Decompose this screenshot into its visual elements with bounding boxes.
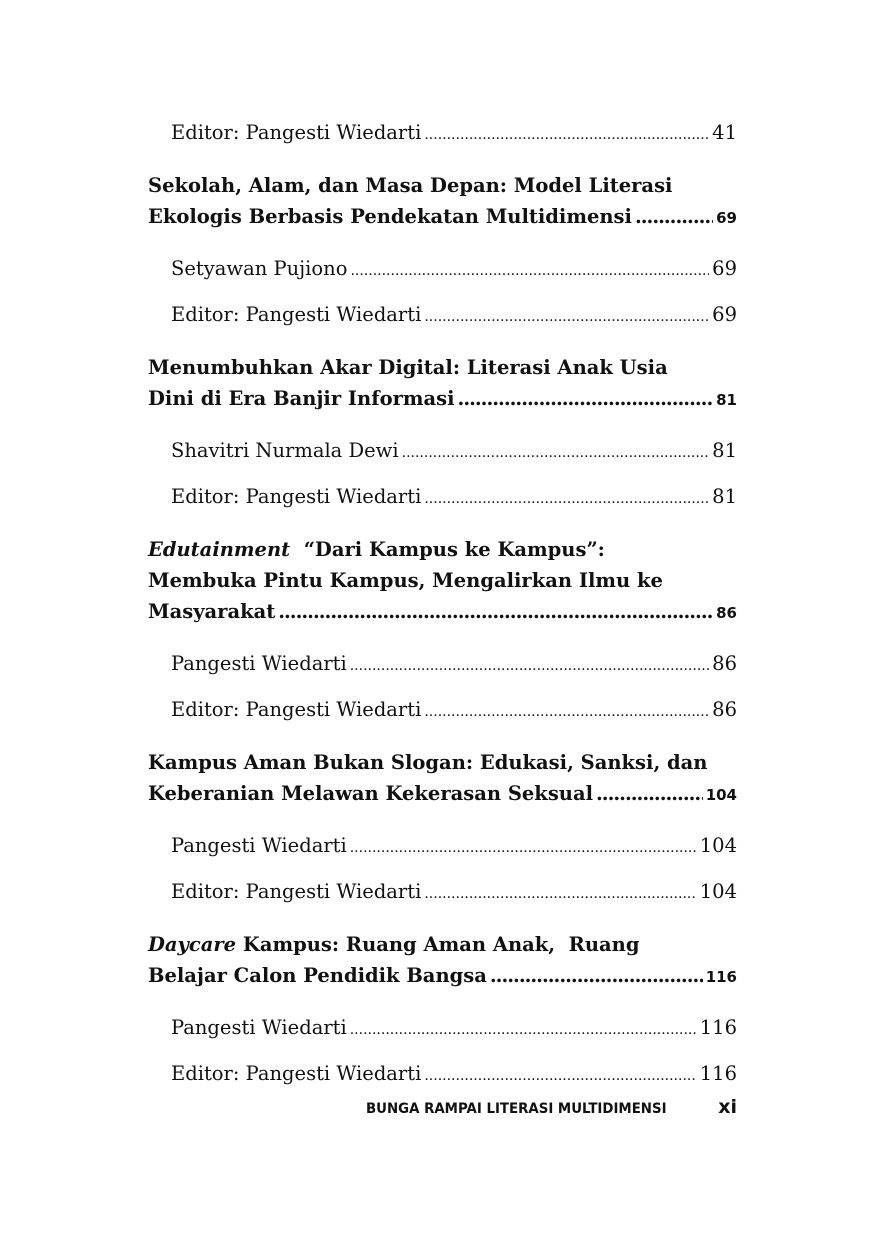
chapter-title-italic: Daycare (148, 933, 237, 956)
dot-leader (635, 201, 713, 232)
toc-author-entry (148, 648, 737, 682)
toc-editor-entry (148, 481, 737, 515)
toc-page-number: 116 (705, 968, 737, 986)
dot-leader (350, 1015, 697, 1046)
toc-page-number: 116 (699, 1062, 737, 1085)
toc-page-number: 69 (716, 209, 737, 227)
toc-page-number: 104 (699, 880, 737, 903)
toc-chapter (148, 929, 737, 993)
toc-editor-entry (148, 876, 737, 910)
chapter-title-italic: Edutainment (148, 538, 291, 561)
chapter-title-line: Dini di Era Banjir Informasi (148, 387, 455, 410)
dot-leader (490, 960, 703, 991)
dot-leader (424, 697, 709, 728)
chapter-title-last-line (148, 778, 737, 811)
dot-leader (402, 438, 710, 469)
chapter-title-line: Membuka Pintu Kampus, Mengalirkan Ilmu ke (148, 569, 663, 592)
chapter-title-last-line (148, 596, 737, 629)
chapter-title-line: Menumbuhkan Akar Digital: Literasi Anak Usia (148, 356, 668, 379)
chapter-title-line: Keberanian Melawan Kekerasan Seksual (148, 782, 594, 805)
footer-page-number: xi (718, 1096, 737, 1118)
toc-page-number: 104 (699, 834, 737, 857)
dot-leader (278, 596, 713, 627)
chapter-title-line (148, 534, 737, 565)
chapter-title-line: Kampus Aman Bukan Slogan: Edukasi, Sanksi, dan (148, 751, 708, 774)
toc-editor-name: Editor: Pangesti Wiedarti (171, 303, 422, 326)
toc-page-number: 104 (705, 786, 737, 804)
toc-page-number: 69 (712, 303, 737, 326)
chapter-title-line: Sekolah, Alam, dan Masa Depan: Model Literasi (148, 174, 673, 197)
dot-leader (424, 1061, 696, 1092)
dot-leader (424, 302, 709, 333)
toc-chapter (148, 534, 737, 629)
dot-leader (350, 651, 709, 682)
toc-author-name: Setyawan Pujiono (171, 257, 348, 280)
dot-leader (350, 833, 697, 864)
running-footer-title: BUNGA RAMPAI LITERASI MULTIDIMENSI (366, 1101, 667, 1117)
toc-chapter (148, 170, 737, 234)
dot-leader (596, 778, 703, 809)
toc-chapter (148, 352, 737, 416)
toc-page-number: 86 (712, 698, 737, 721)
toc-page-number: 81 (712, 485, 737, 508)
chapter-title-line: Ekologis Berbasis Pendekatan Multidimensi (148, 205, 632, 228)
toc-author-name: Pangesti Wiedarti (171, 834, 347, 857)
toc-editor-name: Editor: Pangesti Wiedarti (171, 1062, 422, 1085)
dot-leader (458, 383, 714, 414)
toc-page-number: 86 (716, 604, 737, 622)
toc-editor-entry (148, 1058, 737, 1092)
toc-page-number: 86 (712, 652, 737, 675)
toc-editor-name: Editor: Pangesti Wiedarti (171, 698, 422, 721)
table-of-contents (148, 117, 737, 1104)
toc-editor-name: Editor: Pangesti Wiedarti (171, 485, 422, 508)
toc-page-number: 81 (716, 391, 737, 409)
chapter-title-line: Masyarakat (148, 600, 276, 623)
toc-chapter (148, 747, 737, 811)
toc-author-entry (148, 1012, 737, 1046)
toc-editor-entry (148, 694, 737, 728)
chapter-title-text: Kampus: Ruang Aman Anak, Ruang (236, 933, 640, 956)
toc-editor-name: Editor: Pangesti Wiedarti (171, 121, 422, 144)
chapter-title-last-line (148, 383, 737, 416)
toc-page-number: 41 (712, 121, 737, 144)
toc-page-number: 69 (712, 257, 737, 280)
toc-editor-name: Editor: Pangesti Wiedarti (171, 880, 422, 903)
chapter-title-text: “Dari Kampus ke Kampus”: (290, 538, 605, 561)
dot-leader (424, 484, 709, 515)
dot-leader (350, 256, 709, 287)
toc-author-entry (148, 435, 737, 469)
toc-page-number: 116 (699, 1016, 737, 1039)
chapter-title-line: Belajar Calon Pendidik Bangsa (148, 964, 487, 987)
toc-editor-entry (148, 299, 737, 333)
dot-leader (424, 120, 709, 151)
toc-author-entry (148, 830, 737, 864)
toc-author-name: Pangesti Wiedarti (171, 1016, 347, 1039)
toc-author-name: Shavitri Nurmala Dewi (171, 439, 399, 462)
toc-editor-entry (148, 117, 737, 151)
toc-page-number: 81 (712, 439, 737, 462)
chapter-title-last-line (148, 201, 737, 234)
toc-author-name: Pangesti Wiedarti (171, 652, 347, 675)
chapter-title-last-line (148, 960, 737, 993)
page-footer (366, 1096, 737, 1118)
toc-author-entry (148, 253, 737, 287)
chapter-title-line (148, 929, 737, 960)
dot-leader (424, 879, 696, 910)
